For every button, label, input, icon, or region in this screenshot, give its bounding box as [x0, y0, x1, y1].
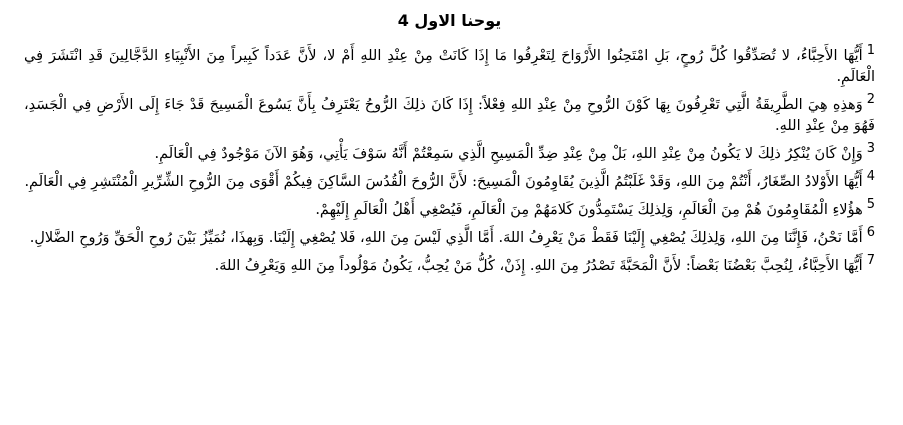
- verse-number: 2: [866, 92, 875, 108]
- verse-3: [24, 141, 875, 165]
- verse-number: 6: [866, 225, 875, 241]
- verse-number: 4: [866, 169, 875, 185]
- verse-text: أَيُّهَا الأَوْلادُ الصِّغَارُ، أَنْتُمْ مِنَ اللهِ، وَقَدْ غَلَبْتُمُ الَّذِينَ يُقَاوِمُونَ الْمَسِيحَ: لأَنَّ الرُّوحَ الْقُدُسَ السَّاكِنَ فِيكُمْ أَقْوَى مِنَ الرُّوحِ الشِّرِّيرِ الْمُنْتَشِرِ فِي الْعَالَمِ.: [24, 174, 863, 190]
- verse-text: أَيُّهَا الأَحِبَّاءُ، لِنُحِبَّ بَعْضُنَا بَعْضاً: لأَنَّ الْمَحَبَّةَ تَصْدُرُ مِنَ اللهِ. إِذَنْ، كُلُّ مَنْ يُحِبُّ، يَكُونُ مَوْلُوداً مِنَ اللهِ وَيَعْرِفُ اللهَ.: [214, 258, 863, 274]
- verse-1: [24, 43, 875, 88]
- verse-text: وَإِنْ كَانَ يُنْكِرُ ذلِكَ لا يَكُونُ مِنْ عِنْدِ اللهِ، بَلْ مِنْ عِنْدِ ضِدِّ الْمَسِيحِ الَّذِي سَمِعْتُمْ أَنَّهُ سَوْفَ يَأْتِي، وَهُوَ الآنَ مَوْجُودٌ فِي الْعَالَمِ.: [154, 146, 863, 162]
- verse-number: 1: [866, 43, 875, 59]
- verse-6: [24, 225, 875, 249]
- verse-4: [24, 169, 875, 193]
- verse-7: [24, 253, 875, 277]
- chapter-title: يوحنا الاول 4: [397, 11, 502, 30]
- verse-2: [24, 92, 875, 137]
- verse-text: وَهذِهِ هِيَ الطَّرِيقَةُ الَّتِي تَعْرِفُونَ بِهَا كَوْنَ الرُّوحِ مِنْ عِنْدِ اللهِ فِعْلاً: إِذَا كَانَ ذلِكَ الرُّوحُ يَعْتَرِفُ بِأَنَّ يَسُوعَ الْمَسِيحَ قَدْ جَاءَ إِلَى الأَرْضِ فِي الْجَسَدِ، فَهُوَ مِنْ عِنْدِ اللهِ.: [24, 97, 875, 134]
- verse-text: أَمَّا نَحْنُ، فَإِنَّنَا مِنَ اللهِ، وَلِذلِكَ يُصْغِي إِلَيْنَا فَقَطْ مَنْ يَعْرِفُ اللهَ. أَمَّا الَّذِي لَيْسَ مِنَ اللهِ، فَلا يُصْغِي إِلَيْنَا. وَبِهذَا، نُمَيِّزُ بَيْنَ رُوحِ الْحَقِّ وَرُوحِ الضَّلالِ.: [29, 230, 863, 246]
- verse-text: أَيُّهَا الأَحِبَّاءُ، لا تُصَدِّقُوا كُلَّ رُوحٍ، بَلِ امْتَحِنُوا الأَرْوَاحَ لِتَعْرِفُوا مَا إِذَا كَانَتْ مِنْ عِنْدِ اللهِ أَمْ لا، لأَنَّ عَدَداً كَبِيراً مِنَ الأَنْبِيَاءِ الدَّجَّالِينَ قَدِ انْتَشَرَ فِي الْعَالَمِ.: [24, 48, 875, 85]
- verse-text: هؤُلاءِ الْمُقَاوِمُونَ هُمْ مِنَ الْعَالَمِ، وَلِذلِكَ يَسْتَمِدُّونَ كَلامَهُمْ مِنَ الْعَالَمِ، فَيُصْغِي أَهْلُ الْعَالَمِ إِلَيْهِمْ.: [315, 202, 863, 218]
- verse-number: 5: [866, 197, 875, 213]
- verse-number: 3: [866, 141, 875, 157]
- verse-number: 7: [866, 253, 875, 269]
- verse-5: [24, 197, 875, 221]
